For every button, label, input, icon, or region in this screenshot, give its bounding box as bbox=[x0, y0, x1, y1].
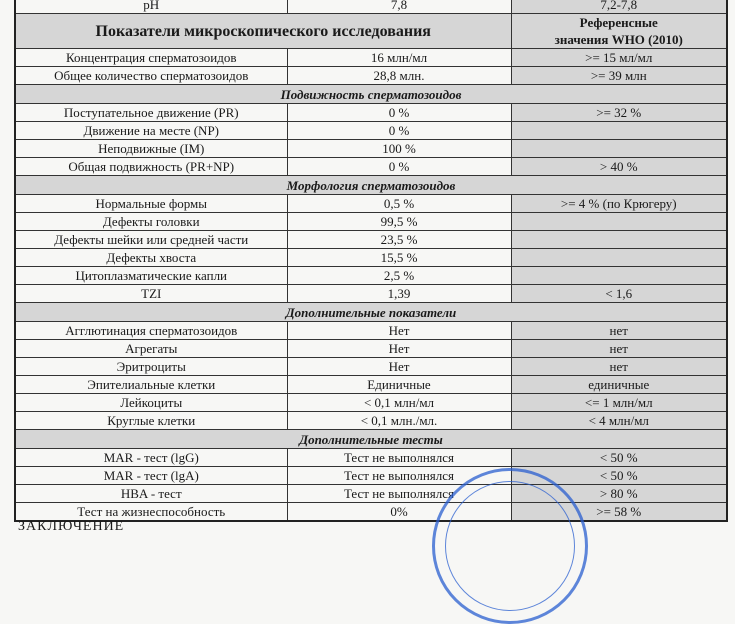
row-reference bbox=[511, 140, 727, 158]
section-header bbox=[15, 85, 727, 104]
row-reference: >= 15 мл/мл bbox=[511, 49, 727, 67]
section-title: Морфология сперматозоидов bbox=[15, 176, 727, 195]
table-row bbox=[15, 285, 727, 303]
table-row bbox=[15, 449, 727, 467]
row-label: Эпителиальные клетки bbox=[15, 376, 287, 394]
row-value: 23,5 % bbox=[287, 231, 511, 249]
row-value: Нет bbox=[287, 340, 511, 358]
section-header bbox=[15, 303, 727, 322]
row-value: 100 % bbox=[287, 140, 511, 158]
row-value: 0 % bbox=[287, 158, 511, 176]
row-label: Поступательное движение (PR) bbox=[15, 104, 287, 122]
table-header bbox=[15, 14, 727, 49]
row-reference: >= 32 % bbox=[511, 104, 727, 122]
reference-header-line1: Референсные bbox=[579, 15, 658, 30]
table-row bbox=[15, 195, 727, 213]
row-value: 7,8 bbox=[287, 0, 511, 14]
row-value: 0% bbox=[287, 503, 511, 522]
row-label: Тест на жизнеспособность bbox=[15, 503, 287, 522]
table-row bbox=[15, 158, 727, 176]
row-value: 2,5 % bbox=[287, 267, 511, 285]
row-label: Эритроциты bbox=[15, 358, 287, 376]
table-row bbox=[15, 213, 727, 231]
row-label: Дефекты шейки или средней части bbox=[15, 231, 287, 249]
row-reference: <= 1 млн/мл bbox=[511, 394, 727, 412]
row-label: Неподвижные (IM) bbox=[15, 140, 287, 158]
row-value: Тест не выполнялся bbox=[287, 449, 511, 467]
row-value: 1,39 bbox=[287, 285, 511, 303]
row-value: Единичные bbox=[287, 376, 511, 394]
row-value: 28,8 млн. bbox=[287, 67, 511, 85]
row-value: Тест не выполнялся bbox=[287, 485, 511, 503]
row-value: 0,5 % bbox=[287, 195, 511, 213]
table-row bbox=[15, 122, 727, 140]
row-value: < 0,1 млн./мл. bbox=[287, 412, 511, 430]
row-reference: единичные bbox=[511, 376, 727, 394]
row-label: pH bbox=[15, 0, 287, 14]
table-row bbox=[15, 267, 727, 285]
row-reference: < 4 млн/мл bbox=[511, 412, 727, 430]
table-row bbox=[15, 358, 727, 376]
table-row bbox=[15, 467, 727, 485]
row-value: 0 % bbox=[287, 104, 511, 122]
row-label: Дефекты головки bbox=[15, 213, 287, 231]
row-label: Концентрация сперматозоидов bbox=[15, 49, 287, 67]
row-reference bbox=[511, 213, 727, 231]
ph-row bbox=[15, 0, 727, 14]
row-value: Нет bbox=[287, 358, 511, 376]
table-title: Показатели микроскопического исследования bbox=[15, 14, 511, 49]
table-row bbox=[15, 249, 727, 267]
table-row bbox=[15, 340, 727, 358]
conclusion-heading: ЗАКЛЮЧЕНИЕ bbox=[18, 519, 125, 534]
row-label: Круглые клетки bbox=[15, 412, 287, 430]
table-row bbox=[15, 49, 727, 67]
table-row bbox=[15, 231, 727, 249]
row-reference: < 50 % bbox=[511, 467, 727, 485]
row-reference bbox=[511, 267, 727, 285]
row-reference bbox=[511, 122, 727, 140]
table-row bbox=[15, 485, 727, 503]
row-label: HBA - тест bbox=[15, 485, 287, 503]
table-row bbox=[15, 104, 727, 122]
row-reference: 7,2-7,8 bbox=[511, 0, 727, 14]
table-row bbox=[15, 412, 727, 430]
reference-header bbox=[511, 14, 727, 49]
row-reference: нет bbox=[511, 322, 727, 340]
row-label: Дефекты хвоста bbox=[15, 249, 287, 267]
section-header bbox=[15, 176, 727, 195]
section-title: Дополнительные тесты bbox=[15, 430, 727, 449]
row-label: MAR - тест (lgG) bbox=[15, 449, 287, 467]
section-title: Подвижность сперматозоидов bbox=[15, 85, 727, 104]
row-value: 99,5 % bbox=[287, 213, 511, 231]
row-label: Агглютинация сперматозоидов bbox=[15, 322, 287, 340]
row-label: MAR - тест (lgA) bbox=[15, 467, 287, 485]
row-label: Движение на месте (NP) bbox=[15, 122, 287, 140]
row-label: Общее количество сперматозоидов bbox=[15, 67, 287, 85]
row-label: TZI bbox=[15, 285, 287, 303]
row-value: 0 % bbox=[287, 122, 511, 140]
row-label: Цитоплазматические капли bbox=[15, 267, 287, 285]
row-value: 16 млн/мл bbox=[287, 49, 511, 67]
row-reference: нет bbox=[511, 340, 727, 358]
row-reference bbox=[511, 249, 727, 267]
row-reference: > 80 % bbox=[511, 485, 727, 503]
row-reference: >= 4 % (по Крюгеру) bbox=[511, 195, 727, 213]
microscopy-results-table bbox=[14, 0, 728, 522]
row-label: Нормальные формы bbox=[15, 195, 287, 213]
table-row bbox=[15, 140, 727, 158]
row-value: Тест не выполнялся bbox=[287, 467, 511, 485]
row-reference: < 1,6 bbox=[511, 285, 727, 303]
row-label: Общая подвижность (PR+NP) bbox=[15, 158, 287, 176]
row-reference: нет bbox=[511, 358, 727, 376]
row-label: Лейкоциты bbox=[15, 394, 287, 412]
reference-header-line2: значения WHO (2010) bbox=[554, 32, 683, 47]
row-reference bbox=[511, 231, 727, 249]
table-row bbox=[15, 322, 727, 340]
row-label: Агрегаты bbox=[15, 340, 287, 358]
row-value: < 0,1 млн/мл bbox=[287, 394, 511, 412]
row-reference: > 40 % bbox=[511, 158, 727, 176]
row-value: 15,5 % bbox=[287, 249, 511, 267]
table-row bbox=[15, 67, 727, 85]
section-title: Дополнительные показатели bbox=[15, 303, 727, 322]
row-reference: >= 39 млн bbox=[511, 67, 727, 85]
section-header bbox=[15, 430, 727, 449]
row-reference: < 50 % bbox=[511, 449, 727, 467]
row-reference: >= 58 % bbox=[511, 503, 727, 522]
table-row bbox=[15, 376, 727, 394]
official-stamp bbox=[432, 468, 588, 624]
row-value: Нет bbox=[287, 322, 511, 340]
table-row bbox=[15, 394, 727, 412]
